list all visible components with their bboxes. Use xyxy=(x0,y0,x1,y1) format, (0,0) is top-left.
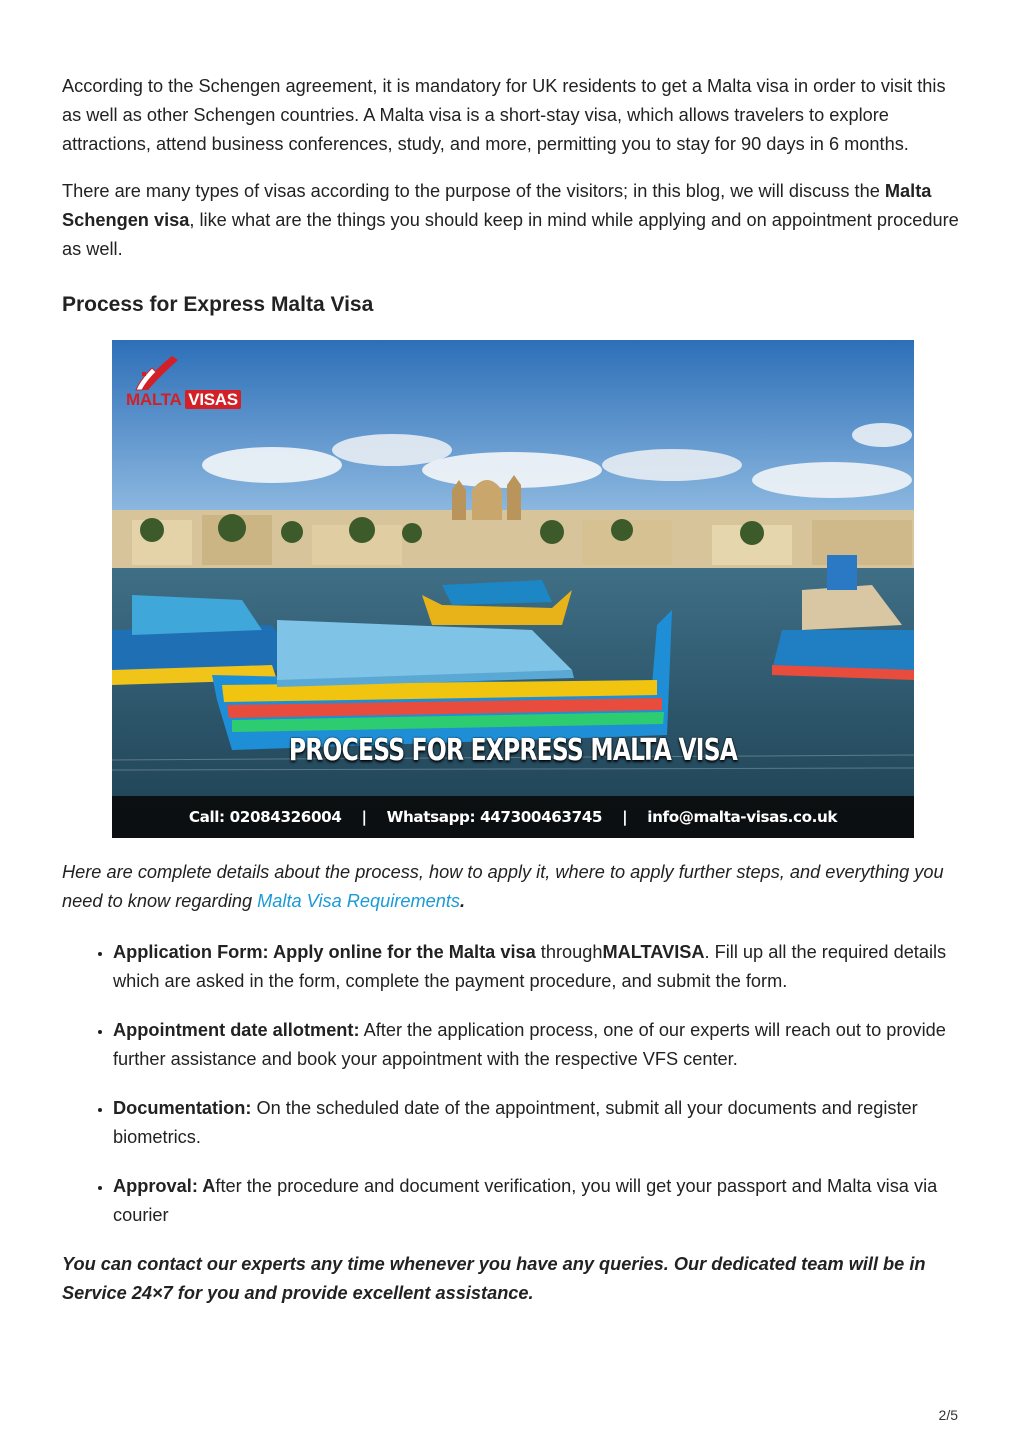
page-number: 2/5 xyxy=(938,1407,958,1423)
malta-visas-logo xyxy=(126,354,296,414)
step-text: fter the procedure and document verification, you will get your passport and Malta visa via courier xyxy=(113,1176,938,1225)
process-steps-list xyxy=(62,938,966,1230)
separator: | xyxy=(361,808,367,826)
document-page xyxy=(62,72,966,1308)
details-text: Here are complete details about the process, how to apply it, where to apply further steps, and everything you need to know regarding xyxy=(62,862,944,911)
hero-banner-image xyxy=(112,340,914,838)
list-item xyxy=(113,1016,966,1074)
separator: | xyxy=(622,808,628,826)
step-text: After the application process, one of our experts will reach out to provide further assistance and book your appointment with the respective VFS center. xyxy=(113,1020,946,1069)
intro-paragraph: According to the Schengen agreement, it is mandatory for UK residents to get a Malta visa in order to visit this as well as other Schengen countries. A Malta visa is a short-stay visa, which allows travelers to explore attractions, attend business conferences, study, and more, permitting you to stay for 90 days in 6 months. xyxy=(62,76,946,154)
closing-paragraph: You can contact our experts any time whenever you have any queries. Our dedicated team will be in Service 24×7 for you and provide excellent assistance. xyxy=(62,1254,926,1303)
whatsapp-number: Whatsapp: 447300463745 xyxy=(386,808,603,826)
step-text: . Fill up all the required details which are asked in the form, complete the payment procedure, and submit the form. xyxy=(113,942,947,991)
step-title: Application Form: Apply online for the Malta visa xyxy=(113,942,536,962)
step-title: Appointment date allotment: xyxy=(113,1020,360,1040)
logo-text-visas: VISAS xyxy=(185,390,241,409)
step-text: through xyxy=(535,942,603,962)
phone-number: Call: 02084326004 xyxy=(188,808,342,826)
banner-title: PROCESS FOR EXPRESS MALTA VISA xyxy=(288,733,738,768)
step-text: On the scheduled date of the appointment, submit all your documents and register biometrics. xyxy=(113,1098,918,1147)
malta-schengen-visa-term: Malta Schengen visa xyxy=(62,181,932,230)
blog-intro-text-end: , like what are the things you should keep in mind while applying and on appointment procedure as well. xyxy=(62,210,959,259)
logo-text-malta: MALTA xyxy=(126,390,181,409)
list-item xyxy=(113,938,966,996)
list-item xyxy=(113,1172,966,1230)
maltavisa-term: MALTAVISA xyxy=(602,942,705,962)
step-title: Documentation: xyxy=(113,1098,252,1118)
step-title: Approval: A xyxy=(113,1176,216,1196)
details-end: . xyxy=(460,891,466,911)
list-item xyxy=(113,1094,966,1152)
details-paragraph xyxy=(62,858,966,916)
malta-visa-requirements-link[interactable]: Malta Visa Requirements xyxy=(257,891,461,911)
contact-bar xyxy=(112,796,914,838)
section-heading: Process for Express Malta Visa xyxy=(62,293,374,316)
blog-intro-text: There are many types of visas according to the purpose of the visitors; in this blog, we will discuss the xyxy=(62,181,885,201)
email-address: info@malta-visas.co.uk xyxy=(647,808,838,826)
blog-intro-paragraph xyxy=(62,177,966,264)
flag-swoosh-icon xyxy=(130,354,190,392)
